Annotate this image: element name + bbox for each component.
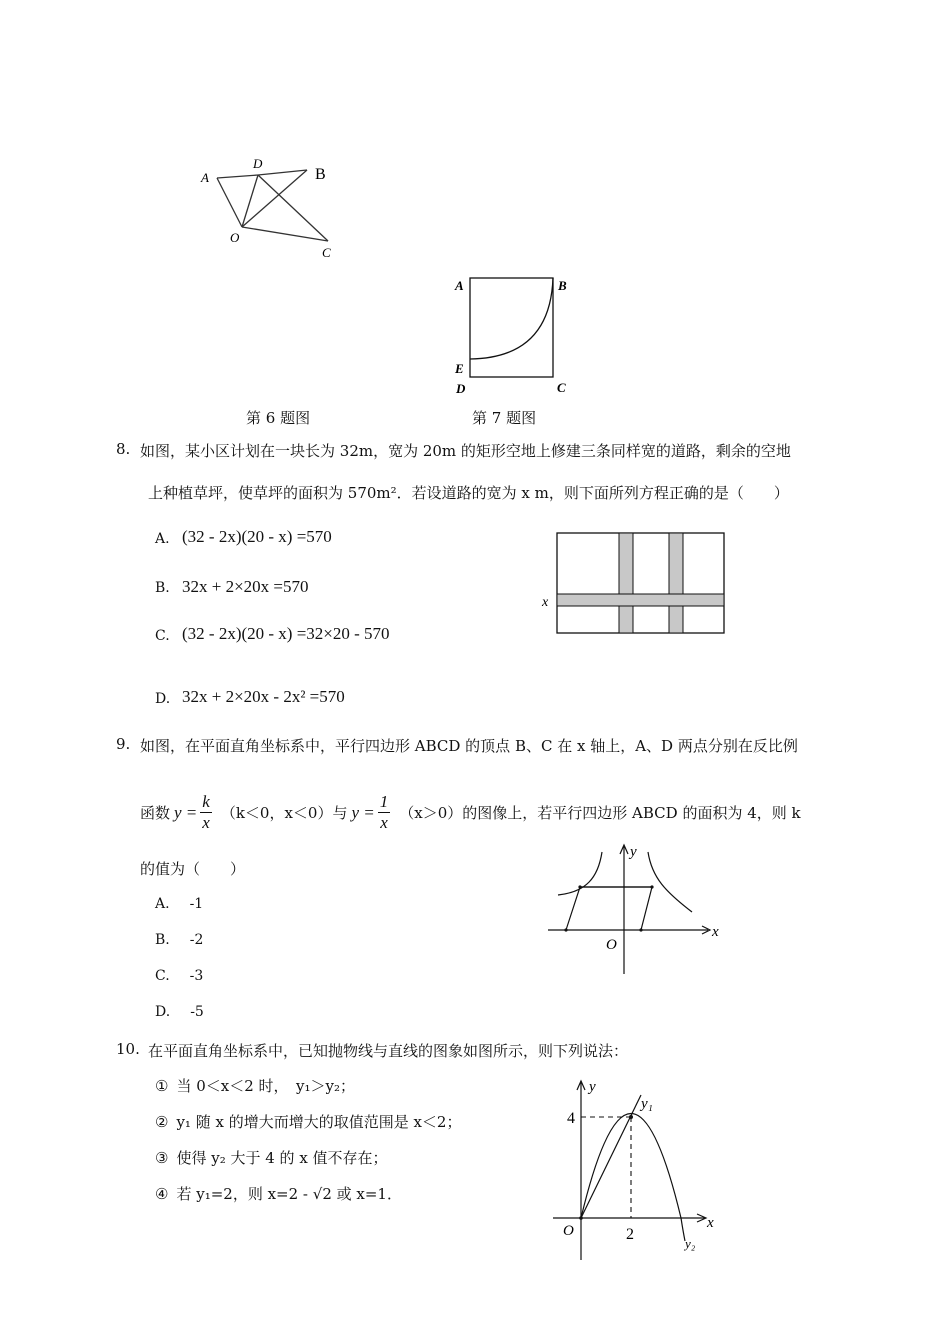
q8-figure-x-label: x xyxy=(542,595,549,610)
q8-option-d-expr: 32x + 2×20x - 2x² =570 xyxy=(182,687,345,706)
q10-statement-4 xyxy=(155,1183,402,1204)
q10-statement-1-mark: ① xyxy=(155,1077,169,1095)
q10-graph-curve1-label: y₁ xyxy=(641,1096,653,1112)
q9-number: 9. xyxy=(116,735,131,753)
q9-line2-prefix: 函数 xyxy=(140,804,171,822)
q8-option-a-label[interactable]: A. xyxy=(155,531,170,547)
q10-graph xyxy=(545,1075,730,1265)
figure-6 xyxy=(190,150,350,265)
fig7-label-B: B xyxy=(558,278,567,293)
q10-graph-tick-x-2: 2 xyxy=(626,1226,634,1243)
q10-statement-3 xyxy=(155,1147,388,1168)
q9-y-eq-2: y = xyxy=(351,802,375,822)
q10-statement-4-mark: ④ xyxy=(155,1185,169,1203)
q10-statement-3-text: 使得 y₂ 大于 4 的 x 值不存在； xyxy=(176,1149,388,1167)
q9-graph-x-label: x xyxy=(712,924,719,940)
q8-option-c-expr: (32 - 2x)(20 - x) =32×20 - 570 xyxy=(182,624,390,643)
q10-statement-1 xyxy=(155,1075,355,1096)
q9-option-a-label: A. xyxy=(155,896,170,912)
q8-option-b-label[interactable]: B. xyxy=(155,580,170,596)
q8-stem-line1: 如图，某小区计划在一块长为 32m，宽为 20m 的矩形空地上修建三条同样宽的道路，剩余的空地 xyxy=(140,442,791,460)
q9-fraction-1-over-x xyxy=(378,792,391,833)
q9-stem-line3: 的值为（ ） xyxy=(140,860,246,878)
q10-statement-2-mark: ② xyxy=(155,1113,169,1131)
q10-graph-curve2-label: y₂ xyxy=(685,1236,696,1251)
q10-graph-origin-label: O xyxy=(563,1223,574,1239)
fig7-label-D: D xyxy=(456,381,466,396)
q9-stem-line2 xyxy=(140,792,801,833)
q10-graph-x-label: x xyxy=(707,1215,714,1231)
q10-graph-y-label: y xyxy=(589,1079,596,1095)
fig6-label-O: O xyxy=(230,230,240,245)
q9-graph-y-label: y xyxy=(630,844,637,860)
q10-number: 10. xyxy=(116,1040,140,1058)
q9-stem-line1: 如图，在平面直角坐标系中，平行四边形 ABCD 的顶点 B、C 在 x 轴上，A、D 两点分别在反比例 xyxy=(140,737,798,755)
caption-fig7: 第 7 题图 xyxy=(472,409,537,427)
q9-line2-suffix: （x＞0）的图像上，若平行四边形 ABCD 的面积为 4，则 k xyxy=(399,804,801,822)
q10-statement-4-text: 若 y₁=2，则 x=2 - √2 或 x=1． xyxy=(176,1185,402,1203)
q9-option-c-label: C. xyxy=(155,968,170,984)
q8-option-b-expr: 32x + 2×20x =570 xyxy=(182,577,309,596)
fig6-label-D: D xyxy=(253,156,263,171)
fig6-label-B: B xyxy=(315,166,326,183)
q10-statement-2-text: y₁ 随 x 的增大而增大的取值范围是 x＜2； xyxy=(176,1113,462,1131)
q8-number: 8. xyxy=(116,440,131,458)
q10-intro: 在平面直角坐标系中，已知抛物线与直线的图象如图所示，则下列说法： xyxy=(148,1042,629,1060)
figure-7 xyxy=(450,270,575,400)
fig6-label-A: A xyxy=(201,170,209,185)
q9-option-a[interactable] xyxy=(155,896,203,912)
q9-option-d-label: D. xyxy=(155,1004,171,1020)
fig7-label-A: A xyxy=(455,278,464,293)
q10-statement-1-text: 当 0＜x＜2 时， y₁＞y₂； xyxy=(176,1077,356,1095)
q9-graph-origin-label: O xyxy=(606,937,617,953)
q8-stem-line2: 上种植草坪，使草坪的面积为 570m²．若设道路的宽为 x m，则下面所列方程正确的是（ ） xyxy=(148,484,789,502)
fig7-label-E: E xyxy=(455,361,464,376)
q9-option-d[interactable] xyxy=(155,1004,204,1020)
q8-figure xyxy=(538,528,733,638)
q9-option-d-value: -5 xyxy=(190,1004,204,1020)
fig6-label-C: C xyxy=(322,245,331,260)
caption-fig6: 第 6 题图 xyxy=(246,409,311,427)
q9-graph xyxy=(540,840,730,980)
q9-option-b[interactable] xyxy=(155,932,203,948)
q9-option-a-value: -1 xyxy=(189,896,204,912)
q9-condition-1: （k＜0，x＜0）与 xyxy=(220,804,348,822)
q8-option-c-label[interactable]: C. xyxy=(155,628,170,644)
q9-frac1-num: k xyxy=(202,792,210,811)
q10-graph-tick-y-4: 4 xyxy=(567,1110,575,1127)
q9-frac2-den: x xyxy=(380,813,388,832)
q9-option-c[interactable] xyxy=(155,968,203,984)
q8-option-a-expr: (32 - 2x)(20 - x) =570 xyxy=(182,527,332,546)
q9-frac2-num: 1 xyxy=(379,792,389,811)
q9-fraction-k-over-x xyxy=(200,792,212,833)
q9-frac1-den: x xyxy=(202,813,210,832)
q9-option-b-value: -2 xyxy=(189,932,204,948)
q8-option-d-label[interactable]: D. xyxy=(155,691,171,707)
fig7-label-C: C xyxy=(557,380,566,395)
q10-statement-2 xyxy=(155,1111,461,1132)
q9-option-c-value: -3 xyxy=(189,968,204,984)
q9-y-eq-1: y = xyxy=(174,802,198,822)
q9-option-b-label: B. xyxy=(155,932,170,948)
q10-statement-3-mark: ③ xyxy=(155,1149,169,1167)
